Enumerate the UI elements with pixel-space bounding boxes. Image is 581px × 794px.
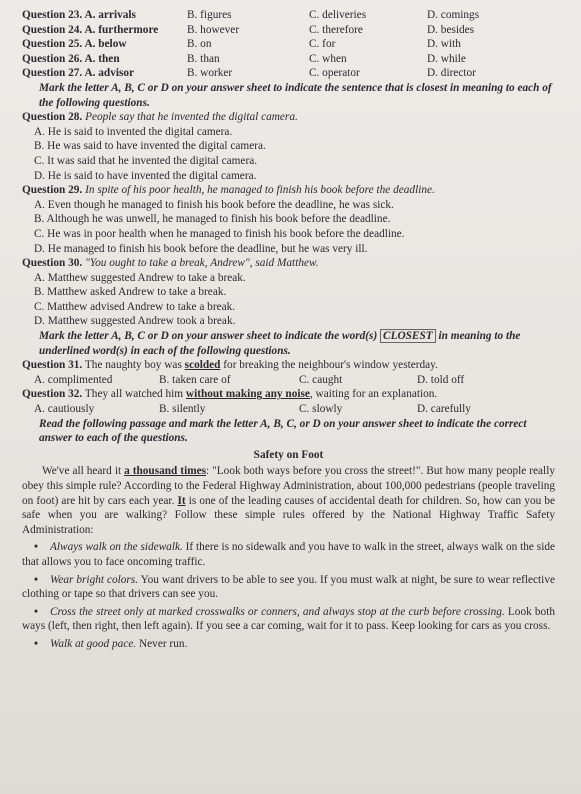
q28-stem: People say that he invented the digital camera. — [85, 111, 298, 124]
q24-d[interactable]: D. besides — [427, 23, 475, 36]
question-28 — [22, 110, 555, 125]
q24-c[interactable]: C. therefore — [309, 23, 363, 36]
rule-crosswalks-text: Look both ways (left, then right, then left again). If you see a car coming, wait for it to pass. Keep looking for cars as you cross. — [22, 605, 555, 633]
q23-d[interactable]: D. comings — [427, 9, 480, 21]
rule-bright-colors-text: You want drivers to be able to see you. If you must walk at night, be sure to wear reflective clothing or tape so that drivers can see you. — [22, 573, 555, 601]
instruction-passage: Read the following passage and mark the letter A, B, C, or D on your answer sheet to indicate the correct answer to each of the questions. — [39, 417, 527, 445]
question-32 — [22, 387, 555, 402]
question-29 — [22, 183, 555, 198]
q26-d[interactable]: D. while — [427, 52, 466, 65]
passage-title: Safety on Foot — [253, 448, 324, 461]
q23-b[interactable]: B. figures — [187, 9, 232, 21]
q25-a[interactable]: Question 25. A. below — [22, 38, 127, 51]
rule-pace-text: Never run. — [136, 637, 188, 650]
q28-option-c[interactable]: C. It was said that he invented the digital camera. — [34, 154, 258, 167]
instruction-closest-word-a: Mark the letter A, B, C or D on your answer sheet to indicate the word(s) — [39, 330, 378, 343]
q23-c[interactable]: C. deliveries — [309, 9, 367, 21]
passage-underlined-it: It — [177, 494, 186, 507]
q31-stem-after: for breaking the neighbour's window yesterday. — [220, 359, 438, 372]
closest-keyword-box: CLOSEST — [380, 329, 436, 343]
rule-bright-colors-title: Wear bright colors. — [50, 573, 139, 586]
q30-option-d[interactable]: D. Matthew suggested Andrew took a break. — [34, 315, 236, 328]
q31-option-b[interactable]: B. taken care of — [159, 373, 231, 386]
rule-crosswalks — [22, 605, 555, 634]
passage-intro-part2: : "Look both ways before you cross the street!". But how many people really obey this simple rule? According to the Federal Highway Administration, about 100,000 pedestrians (people traveling on foot) are hit by cars each year. — [22, 465, 555, 507]
bullet-icon: • — [34, 541, 38, 554]
q30-stem: "You ought to take a break, Andrew", said Matthew. — [85, 257, 319, 270]
q27-b[interactable]: B. worker — [187, 67, 233, 80]
cloze-options — [22, 8, 555, 81]
rule-sidewalk-text: If there is no sidewalk and you have to walk in the street, always walk on the side that allows you to face oncoming traffic. — [22, 541, 555, 568]
q24-b[interactable]: B. however — [187, 23, 240, 36]
q28-label: Question 28. — [22, 111, 83, 124]
rule-pace-title: Walk at good pace. — [50, 637, 137, 650]
q25-b[interactable]: B. on — [187, 38, 212, 51]
rule-sidewalk — [22, 540, 555, 569]
passage-intro-part1: We've all heard it — [42, 465, 125, 478]
q30-option-b[interactable]: B. Matthew asked Andrew to take a break. — [34, 286, 227, 299]
q32-label: Question 32. — [22, 388, 83, 401]
q23-a[interactable]: Question 23. A. arrivals — [22, 9, 136, 21]
q25-c[interactable]: C. for — [309, 38, 336, 51]
q32-stem-after: , waiting for an explanation. — [309, 388, 438, 401]
q30-option-c[interactable]: C. Matthew advised Andrew to take a break. — [34, 300, 236, 313]
q29-option-d[interactable]: D. He managed to finish his book before the deadline, but he was very ill. — [34, 242, 368, 255]
q28-option-a[interactable]: A. He is said to invented the digital camera. — [34, 125, 233, 138]
q27-c[interactable]: C. operator — [309, 67, 360, 80]
q31-label: Question 31. — [22, 359, 83, 372]
q31-option-d[interactable]: D. told off — [417, 373, 465, 386]
q32-option-c[interactable]: C. slowly — [299, 403, 343, 416]
passage-intro-part3: is one of the leading causes of accidental death for children. So, how can you be safe when you are walking? Follow these simple rules offered by the National Highway Traffic Safety Administration: — [22, 494, 555, 536]
q31-option-a[interactable]: A. complimented — [34, 373, 113, 386]
rule-sidewalk-title: Always walk on the sidewalk. — [50, 541, 183, 554]
q28-option-b[interactable]: B. He was said to have invented the digital camera. — [34, 140, 266, 153]
q25-d[interactable]: D. with — [427, 38, 461, 51]
instruction-closest-word-b: in meaning to the underlined word(s) in each of the following questions. — [39, 330, 521, 357]
q32-option-d[interactable]: D. carefully — [417, 403, 471, 416]
q29-option-b[interactable]: B. Although he was unwell, he managed to finish his book before the deadline. — [34, 213, 391, 226]
q31-underlined-word: scolded — [184, 359, 221, 372]
q31-stem-before: The naughty boy was — [84, 359, 185, 372]
q32-options — [22, 402, 555, 417]
q32-underlined-phrase: without making any noise — [185, 388, 310, 401]
q26-c[interactable]: C. when — [309, 52, 347, 65]
q30-option-a[interactable]: A. Matthew suggested Andrew to take a break. — [34, 271, 246, 284]
q31-option-c[interactable]: C. caught — [299, 373, 343, 386]
passage-intro — [22, 464, 555, 537]
bullet-icon: • — [34, 637, 38, 650]
q32-option-a[interactable]: A. cautiously — [34, 403, 95, 416]
q29-label: Question 29. — [22, 184, 83, 197]
rule-bright-colors — [22, 573, 555, 602]
rule-crosswalks-title: Cross the street only at marked crosswalks or conners, and always stop at the curb before crossing. — [50, 605, 505, 618]
q26-b[interactable]: B. than — [187, 52, 220, 65]
q29-option-c[interactable]: C. He was in poor health when he managed to finish his book before the deadline. — [34, 227, 405, 240]
q30-label: Question 30. — [22, 257, 83, 270]
q28-option-d[interactable]: D. He is said to have invented the digital camera. — [34, 169, 257, 182]
bullet-icon: • — [34, 573, 38, 586]
q31-options — [22, 373, 555, 388]
bullet-icon: • — [34, 605, 38, 618]
q27-a[interactable]: Question 27. A. advisor — [22, 67, 135, 80]
passage-underlined-phrase: a thousand times — [124, 465, 207, 478]
question-30 — [22, 256, 555, 271]
instruction-closest-word — [22, 329, 555, 358]
q29-option-a[interactable]: A. Even though he managed to finish his book before the deadline, he was sick. — [34, 198, 394, 211]
q27-d[interactable]: D. director — [427, 67, 476, 80]
q32-option-b[interactable]: B. silently — [159, 403, 206, 416]
q29-stem: In spite of his poor health, he managed to finish his book before the deadline. — [85, 184, 435, 197]
q24-a[interactable]: Question 24. A. furthermore — [22, 23, 159, 36]
instruction-closest-sentence: Mark the letter A, B, C or D on your answer sheet to indicate the sentence that is closest in meaning to each of the following questions. — [39, 81, 552, 109]
question-31 — [22, 358, 555, 373]
q32-stem-before: They all watched him — [84, 388, 186, 401]
q26-a[interactable]: Question 26. A. then — [22, 52, 120, 65]
rule-pace — [22, 637, 555, 652]
